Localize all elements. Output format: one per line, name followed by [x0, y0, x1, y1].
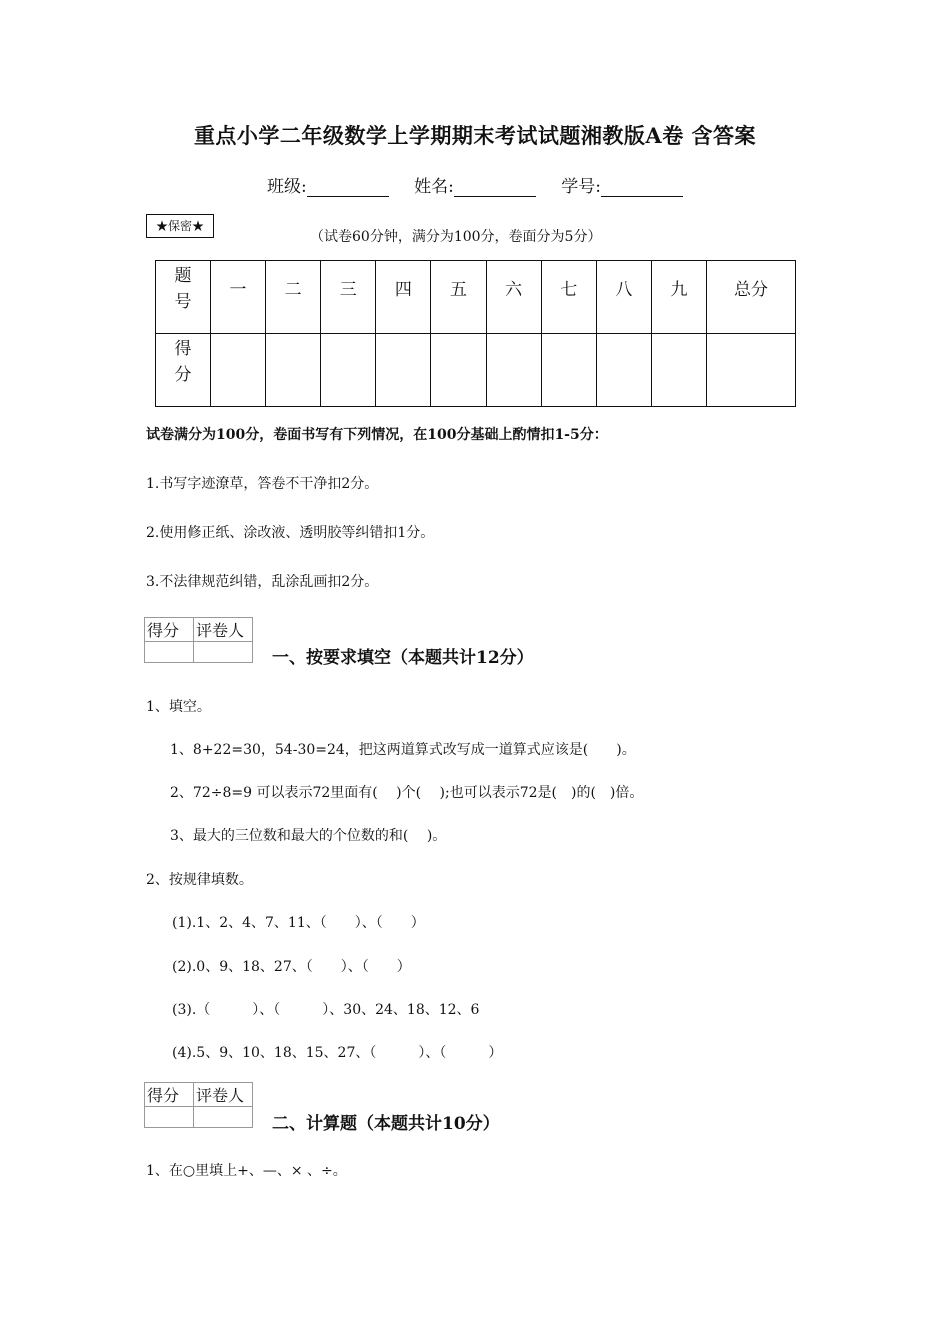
question: 1、在○里填上+、—、× 、÷。: [146, 1163, 347, 1179]
grader-score-label: 得分: [145, 1083, 194, 1107]
question-item: (2).0、9、18、27、（ ）、（ ）: [172, 959, 411, 975]
class-blank[interactable]: [307, 180, 389, 197]
score-cell[interactable]: [651, 334, 706, 407]
question-item: 1、8+22=30，54-30=24，把这两道算式改写成一道算式应该是( )。: [170, 742, 636, 758]
id-label: 学号:: [561, 177, 601, 197]
grader-box: [144, 617, 253, 663]
column-header: 四: [376, 261, 431, 334]
column-header: 六: [486, 261, 541, 334]
score-cell[interactable]: [266, 334, 321, 407]
score-cell[interactable]: [541, 334, 596, 407]
column-header: 八: [596, 261, 651, 334]
grader-score-cell[interactable]: [145, 1107, 194, 1128]
page-title: 重点小学二年级数学上学期期末考试试题湘教版A卷 含答案: [193, 123, 757, 148]
exam-time-info: （试卷60分钟，满分为100分，卷面分为5分）: [310, 229, 602, 245]
deduction-note-heading: 试卷满分为100分，卷面书写有下列情况，在100分基础上酌情扣1-5分：: [146, 427, 608, 443]
deduction-rule: 1.书写字迹潦草，答卷不干净扣2分。: [146, 476, 379, 492]
question-item: 3、最大的三位数和最大的个位数的和( )。: [170, 828, 447, 844]
column-header: 七: [541, 261, 596, 334]
id-blank[interactable]: [601, 180, 683, 197]
question-number-header: 题 号: [156, 261, 211, 334]
score-cell[interactable]: [211, 334, 266, 407]
name-field: [414, 177, 536, 197]
secret-badge: ★保密★: [146, 214, 214, 238]
class-label: 班级:: [266, 177, 307, 197]
question: 2、按规律填数。: [146, 872, 253, 888]
question-item: 2、72÷8=9 可以表示72里面有( )个( );也可以表示72是( )的( )倍。: [170, 785, 644, 801]
column-header: 三: [321, 261, 376, 334]
column-header: 二: [266, 261, 321, 334]
grader-name-cell[interactable]: [194, 642, 253, 663]
question-item: (1).1、2、4、7、11、（ ）、（ ）: [172, 915, 425, 931]
score-cell[interactable]: [321, 334, 376, 407]
grader-name-label: 评卷人: [194, 618, 253, 642]
grader-box: [144, 1082, 253, 1128]
section-title: 二、计算题（本题共计10分）: [272, 1114, 500, 1134]
student-info-line: [0, 172, 950, 197]
score-cell[interactable]: [596, 334, 651, 407]
question-item: (3).（ ）、（ ）、30、24、18、12、6: [172, 1002, 480, 1018]
column-header: 一: [211, 261, 266, 334]
score-table: [155, 260, 796, 407]
grader-score-cell[interactable]: [145, 642, 194, 663]
grader-name-label: 评卷人: [194, 1083, 253, 1107]
grader-score-label: 得分: [145, 618, 194, 642]
question-item: (4).5、9、10、18、15、27、（ ）、（ ）: [172, 1045, 503, 1061]
column-header: 九: [651, 261, 706, 334]
name-blank[interactable]: [454, 180, 536, 197]
name-label: 姓名:: [414, 177, 454, 197]
deduction-rule: 3.不法律规范纠错，乱涂乱画扣2分。: [146, 574, 379, 590]
score-cell[interactable]: [376, 334, 431, 407]
column-header-total: 总分: [707, 261, 796, 334]
deduction-rule: 2.使用修正纸、涂改液、透明胶等纠错扣1分。: [146, 525, 435, 541]
score-cell-total[interactable]: [707, 334, 796, 407]
score-row-header: 得 分: [156, 334, 211, 407]
grader-name-cell[interactable]: [194, 1107, 253, 1128]
id-field: [561, 177, 683, 197]
score-table-score-row: [156, 334, 796, 407]
section-title: 一、按要求填空（本题共计12分）: [272, 648, 534, 668]
score-table-header-row: [156, 261, 796, 334]
score-cell[interactable]: [486, 334, 541, 407]
column-header: 五: [431, 261, 486, 334]
question: 1、填空。: [146, 699, 211, 715]
class-field: [267, 177, 389, 197]
score-cell[interactable]: [431, 334, 486, 407]
